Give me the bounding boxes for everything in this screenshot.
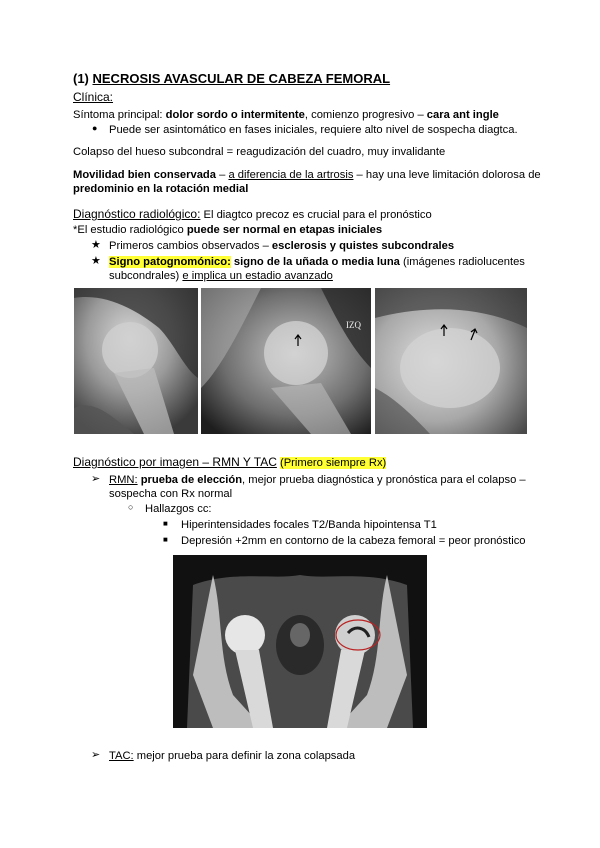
arrow-bullet: ➢ xyxy=(91,749,101,761)
primeros-cambios-line: Primeros cambios observados – esclerosis y quistes subcondrales xyxy=(109,240,455,252)
circle-bullet: ○ xyxy=(128,502,134,512)
sintoma-line: Síntoma principal: dolor sordo o intermitente, comienzo progresivo – cara ant ingle xyxy=(73,109,499,121)
square-bullet: ■ xyxy=(163,519,168,528)
page-title: (1) NECROSIS AVASCULAR DE CABEZA FEMORAL xyxy=(73,71,391,86)
star-bullet: ★ xyxy=(91,239,101,251)
section-heading-imagen: Diagnóstico por imagen – RMN Y TAC xyxy=(73,455,277,469)
asintomatico-line: Puede ser asintomático en fases iniciales, requiere alto nivel de sospecha diagtca. xyxy=(109,124,518,136)
tac-line: TAC: mejor prueba para definir la zona colapsada xyxy=(109,750,356,762)
rmn-line: RMN: prueba de elección, mejor prueba diagnóstica y pronóstica para el colapso – xyxy=(109,474,526,486)
rmn-line-2: sospecha con Rx normal xyxy=(109,488,233,500)
hallazgos-line: Hallazgos cc: xyxy=(145,503,212,515)
xray-side-label: IZQ xyxy=(346,320,361,330)
section-heading-radiologico: Diagnóstico radiológico: xyxy=(73,207,201,221)
xray-image-2 xyxy=(201,288,371,434)
movilidad-line-2: predominio en la rotación medial xyxy=(73,183,249,195)
bullet-dot: ● xyxy=(92,123,98,133)
mri-image xyxy=(173,555,427,728)
signo-patognomonico-line: Signo patognomónico: signo de la uñada o media luna (imágenes radiolucentes xyxy=(109,256,525,268)
imagen-heading-line xyxy=(73,455,386,470)
xray-image-3 xyxy=(375,288,527,434)
star-bullet: ★ xyxy=(91,255,101,267)
arrow-bullet: ➢ xyxy=(91,473,101,485)
signo-patognomonico-line-2: subcondrales) e implica un estadio avanzado xyxy=(109,270,333,282)
section-heading-clinica: Clínica: xyxy=(73,90,114,104)
square-bullet: ■ xyxy=(163,535,168,544)
hallazgo-1: Hiperintensidades focales T2/Banda hipointensa T1 xyxy=(181,519,437,531)
colapso-line: Colapso del hueso subcondral = reagudización del cuadro, muy invalidante xyxy=(73,146,446,158)
radiologico-heading-line: Diagnóstico radiológico: El diagtco precoz es crucial para el pronóstico xyxy=(73,207,432,221)
radiologico-note: *El estudio radiológico puede ser normal en etapas iniciales xyxy=(73,224,383,236)
movilidad-line: Movilidad bien conservada – a diferencia de la artrosis – hay una leve limitación dolorosa de xyxy=(73,169,541,181)
highlight-note: (Primero siempre Rx) xyxy=(279,457,387,469)
hallazgo-2: Depresión +2mm en contorno de la cabeza femoral = peor pronóstico xyxy=(181,535,526,547)
xray-image-1 xyxy=(74,288,198,434)
